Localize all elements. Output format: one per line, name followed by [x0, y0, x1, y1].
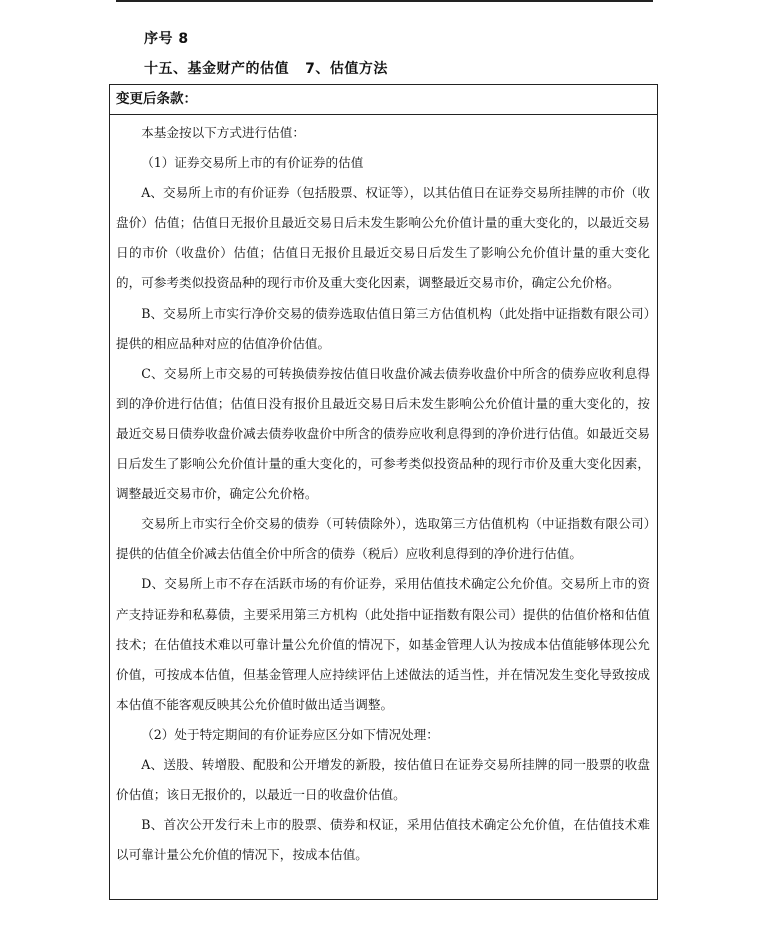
paragraph-1b: B、交易所上市实行净价交易的债券选取估值日第三方估值机构（此处指中证指数有限公司）提供的相应品种对应的估值净价估值。	[116, 305, 650, 351]
paragraph-2b: B、首次公开发行未上市的股票、债券和权证，采用估值技术确定公允价值，在估值技术难以可靠计量公允价值的情况下，按成本估值。	[116, 817, 650, 863]
section-title: 十五、基金财产的估值 7、估值方法	[144, 61, 388, 77]
top-rule	[116, 0, 653, 2]
paragraph-heading-2: （2）处于特定期间的有价证券应区分如下情况处理：	[141, 726, 439, 742]
paragraph-2a: A、送股、转增股、配股和公开增发的新股，按估值日在证券交易所挂牌的同一股票的收盘价估值；该日无报价的，以最近一日的收盘价估值。	[116, 756, 650, 803]
paragraph-1c: C、交易所上市交易的可转换债券按估值日收盘价减去债券收盘价中所含的债券应收利息得到的净价进行估值；估值日没有报价且最近交易日后未发生影响公允价值计量的重大变化的，按最近交易日债券收盘价减去债券收盘价中所含的债券应收利息得到的净价进行估值。如最近交易日后发生了影响公允价值计量的重大变化的，可参考类似投资品种的现行市价及重大变化因素，调整最近交易市价，确定公允价格。	[116, 365, 650, 502]
paragraph-heading-1: （1）证券交易所上市的有价证券的估值	[141, 155, 364, 171]
amendment-box	[109, 84, 658, 900]
paragraph-1c-fullprice: 交易所上市实行全价交易的债券（可转债除外），选取第三方估值机构（中证指数有限公司）提供的估值全价减去估值全价中所含的债券（税后）应收利息得到的净价进行估值。	[116, 516, 650, 562]
paragraph-1d: D、交易所上市不存在活跃市场的有价证券，采用估值技术确定公允价值。交易所上市的资产支持证券和私募债，主要采用第三方机构（此处指中证指数有限公司）提供的估值价格和估值技术；在估值技术难以可靠计量公允价值的情况下，如基金管理人认为按成本估值能够体现公允价值，可按成本估值，但基金管理人应持续评估上述做法的适当性，并在情况发生变化导致按成本估值不能客观反映其公允价值时做出适当调整。	[116, 576, 650, 712]
paragraph-intro: 本基金按以下方式进行估值：	[141, 125, 305, 140]
box-header: 变更后条款：	[110, 85, 657, 115]
sequence-label: 序号 8	[144, 31, 189, 47]
amendment-content	[110, 115, 657, 870]
paragraph-1a: A、交易所上市的有价证券（包括股票、权证等），以其估值日在证券交易所挂牌的市价（收盘价）估值；估值日无报价且最近交易日后未发生影响公允价值计量的重大变化的，以最近交易日的市价（收盘价）估值；估值日无报价且最近交易日后发生了影响公允价值计量的重大变化的，可参考类似投资品种的现行市价及重大变化因素，调整最近交易市价，确定公允价格。	[116, 185, 650, 291]
